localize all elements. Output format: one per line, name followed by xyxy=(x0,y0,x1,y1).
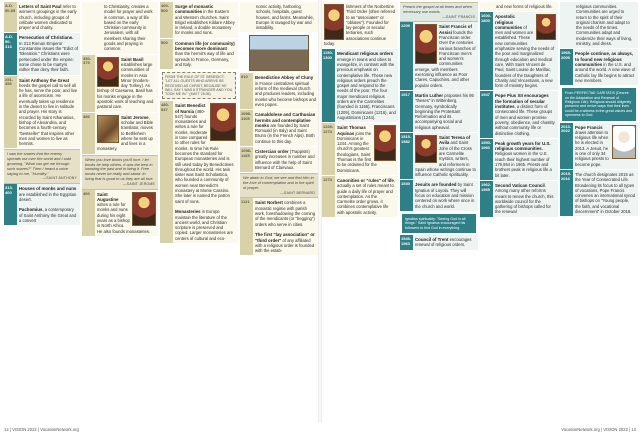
timeline-entry xyxy=(560,49,638,86)
entry-date: 1209 xyxy=(400,22,413,90)
pope-francis-photo xyxy=(612,125,636,159)
timeline-entry xyxy=(240,198,318,256)
timeline-entry xyxy=(240,110,318,147)
timeline-column-4 xyxy=(240,2,318,420)
timeline-column-7 xyxy=(480,2,558,420)
entry-date: 2013-2022 xyxy=(560,123,573,169)
entry-title: Saint Augustine xyxy=(97,191,119,202)
timeline-entry xyxy=(322,123,398,176)
entry-text: writes a rule for monks and nuns during his eight years as a bishop in North Africa. He also founds monasteries. xyxy=(97,202,151,234)
saint-augustine-painting xyxy=(132,192,156,226)
quote-text: Preach the gospel at all times and when necessary use words. xyxy=(403,4,472,14)
entry-date: 1515-1582 xyxy=(400,133,413,179)
entry-text: encourages renewal of religious orders. xyxy=(415,237,472,248)
entry-title: Martin Luther xyxy=(415,92,444,98)
timeline-entry xyxy=(160,39,238,70)
entry-text: and Saint John of the Cross are Carmelite mystics, writers, and reformers in Spain whose writings continue to influence Catholic spirituality. xyxy=(415,140,476,178)
entry-text: of men and women are established. These new communities emphasize serving the needs of the poor and marginalized through education and medical care. With Saint Vincent de Paul, Saint Louise de Marillac, founders of the Daughters of Charity and Vincentians, a new form of ministry begins. xyxy=(495,24,555,89)
entry-date: A.D. 50-313 xyxy=(4,33,17,74)
entry-text: are established in the Egyptian desert. xyxy=(19,191,77,202)
left-page xyxy=(2,0,318,422)
pull-quote xyxy=(4,149,80,184)
timeline-column-6 xyxy=(400,2,478,420)
entry-title: Persecution of Christians. xyxy=(19,35,74,41)
pull-quote xyxy=(240,173,318,198)
entry-text: , a distinct form of consecrated life. These groups of men and women promise poverty, obedience, and chastity without community life or distinctive clothing. xyxy=(495,104,555,136)
entry-text: Religious women in the U.S. reach their highest number of 179,954 in 1965. Priests and brothers peak in religious life a bit later. xyxy=(495,151,552,178)
abbey-photo xyxy=(249,35,309,71)
timeline-column-3 xyxy=(160,2,238,420)
timeline-entry xyxy=(480,139,558,181)
quote-attribution: —SAINT BERNARD xyxy=(280,190,315,195)
saint-francis-painting xyxy=(415,24,437,64)
quote-attribution: —SAINT FRANCIS xyxy=(442,14,475,19)
entry-date: 350-379 xyxy=(82,55,95,112)
entry-date: 1540 xyxy=(400,180,413,210)
entry-title: Jesuits are founded xyxy=(415,182,457,188)
entry-text: in the U.S. and around the world. A new wave of Catholic lay life begins to attract new members. xyxy=(575,61,636,83)
entry-text: combines a monastic regime with parish work, foreshadowing the coming of the mendicants (or "begging") orders who serve in cities. xyxy=(255,200,316,227)
timeline-entry xyxy=(480,91,558,138)
entry-date: 500 xyxy=(160,39,173,69)
entry-text: nomic activity, harboring schools, hospitals, guest houses, and farms. Meanwhile, Europe is ravaged by war and instability. xyxy=(256,4,314,31)
timeline-column-2 xyxy=(82,2,158,420)
entry-text: (Trappists) greatly increases in number and influence with the help of Saint Bernard of Clairvaux. xyxy=(255,149,315,170)
footer-left: 12 | VISION 2022 | VocationNetwork.org xyxy=(4,427,79,432)
entry-date: A.D. 50-65 xyxy=(4,2,17,32)
entry-date: 1274 xyxy=(322,176,335,217)
timeline-entry xyxy=(480,12,558,91)
entry-text: The church designates 2015 as the Year of Consecrated Life. Broadening its focus to all types of vocations, Pope Francis convenes an international synod of bishops on "Young people, the faith, and vocational discernment" in October 2018. xyxy=(575,171,636,215)
entry-title: People continue, as always, to found new religious communities xyxy=(575,51,634,67)
timeline-entry xyxy=(400,133,478,180)
entry-date: 1098-1165 xyxy=(240,147,253,172)
timeline-entry xyxy=(4,2,80,33)
entry-title: Mendicant religious orders xyxy=(337,51,394,57)
entry-title: Apostolic religious communities xyxy=(495,14,523,30)
entry-date: 400 xyxy=(82,190,95,236)
timeline-entry xyxy=(82,113,158,155)
entry-text: to Christianity, creates a model for prayer and work in common, a way of life based on the early Christian community in Jerusalem, with all members sharing their goods and praying in common. xyxy=(104,4,153,52)
entry-text: emerge in towns and cities to evangelize, in contrast with the previous emphasis on contemplative life. These new religious orders preach the gospel and respond to the needs of the poor. The four major mendicant religious orders are the Carmelites (founded in 1155), Franciscans (1209), Dominicans (1216), and Augustinians (1244). xyxy=(337,56,396,120)
entry-text: joins the Dominicans in 1244. Among the church's greatest theologians, Saint Thomas is the first to be ordained for the Dominicans. xyxy=(337,130,377,173)
entry-title: Cistercian order xyxy=(255,149,289,155)
timeline-entry xyxy=(160,2,238,39)
entry-title: Peak growth years for U.S. religious communities. xyxy=(495,140,551,152)
entry-text: (480-547) founds monasteries and writes a rule for monks, moderate in tone compared to other rules for monks. In time his Rule becomes the standard for European monasteries and is still used today by Benedictines throughout the world. His twin sister was Saint Scholastica, who founded a community of women near Benedict's monastery at Monte Cassino. She later is named the patron saint of nuns. xyxy=(175,108,234,204)
saint-basil-icon xyxy=(97,57,119,87)
quote-text: We attain to God, we see and find Him in the love of contemplation and in the spirit of prayer. xyxy=(243,175,314,190)
saint-teresa-painting xyxy=(415,135,437,163)
entry-title: Pope Pius XII encourages the formation of secular institutes xyxy=(495,93,549,110)
saint-norbert-icon xyxy=(324,4,344,40)
entry-date: 1947 xyxy=(480,91,493,137)
entry-title: Common life (or community) becomes more dominant xyxy=(175,40,235,52)
entry-date: 1545-1563 xyxy=(400,235,413,250)
timeline-entry xyxy=(560,170,638,217)
entry-date: 313-400 xyxy=(4,184,17,225)
saint-jerome-painting xyxy=(97,115,119,143)
entry-text: refer to women's groupings in the early church, including groups of celibate women dedicated to prayer and charity. xyxy=(19,4,77,31)
entry-title: Saint Teresa of Avila xyxy=(439,135,471,146)
timeline-entry xyxy=(322,49,398,123)
quote-attribution: —SAINT JEROME xyxy=(123,181,155,186)
entry-text: , scholar and Bible translator, moves to Bethlehem where he sets up and lives in a monastery. xyxy=(97,114,154,152)
entry-title: Houses of monks and nuns xyxy=(19,186,77,192)
entry-text: establishes large communities of monks in Asia Minor (modern-day Turkey). As bishop of Caesarea, Basil has his monks engage in the apostolic work of teaching and pastoral care. xyxy=(97,61,154,110)
entry-date: 1517 xyxy=(400,91,413,132)
perfectae-caritatis-note: From PERFECTAE CARITATIS (Decree on the Adaptation and Renewal of Religious Life): Religious should diligently preserve and revive ways that their lives could be a witness to the great values and openness to God. xyxy=(562,88,636,120)
entry-title: Monasteries xyxy=(175,209,201,215)
footer-right: VocationNetwork.org | VISION 2022 | 13 xyxy=(561,427,636,432)
entry-date: 1950-1960 xyxy=(480,139,493,180)
entry-date: 1150-1300 xyxy=(322,49,335,122)
entry-text: and new forms of religious life. xyxy=(496,4,553,9)
entry-text: by Saint Ignatius of Loyola. They will focus on education and mission centered on work where once in the church and world. xyxy=(415,182,475,209)
entry-title: Surge of monastic communities xyxy=(175,4,214,15)
entry-text: in the Eastern and Western churches. Saint Brigid establishes Kildare Abbey in Ireland, a double monastery for monks and nuns. xyxy=(175,9,235,36)
quote-attribution: —SAINT ANTHONY xyxy=(42,176,77,181)
entry-text: of any affiliated with a religious order is founded with the estab- xyxy=(255,237,315,254)
rule-excerpt-note: FROM THE RULE OF ST. BENEDICT: "LET ALL GUESTS WHO ARRIVE BE RECEIVED AS CHRIST, BECAUSE HE WILL SAY 'I WAS A STRANGER AND YOU TOOK ME IN.'" (MATT 25:35) xyxy=(162,72,236,99)
timeline-entry xyxy=(82,55,158,113)
entry-date: 386 xyxy=(82,113,95,154)
entry-title: Canonities or "rules" of life xyxy=(337,177,394,183)
quote-text: I saw the snares that the enemy spreads out over the world and I said groaning, "What can get me through such snares?" Then I heard a voice saying to me, "Humility." xyxy=(7,151,71,176)
timeline-entry xyxy=(82,190,158,237)
timeline-entry xyxy=(240,2,318,33)
entry-text: , actually a set of rules meant to guide a daily life of prayer and contemplation. As the Carmelite order grows, it combines contemplative life with apostolic activity. xyxy=(337,177,396,215)
timeline-entry xyxy=(480,2,558,12)
entry-date: 480-547 xyxy=(160,101,173,243)
timeline-entry xyxy=(240,147,318,173)
entry-title: Second Vatican Council xyxy=(495,182,545,188)
entry-title: Benedictine Abbey of Cluny xyxy=(255,75,314,81)
pull-quote xyxy=(82,155,158,190)
entry-text: founds the Franciscan order. Over the centuries various branches of Franciscan men's and women's communities emerge, with members exercising influence as Poor Clares, Capuchins, and other popular orders. xyxy=(415,29,476,88)
ignatian-spirituality-note: Ignatian spirituality: "Seeing God in all things." Saint Ignatius encouraged his followers to find God in everything. xyxy=(402,214,476,233)
entry-text: draws attention to religious life when he is elected in 2013. A Jesuit, he is one of only 34 religious priests to become pope. xyxy=(575,129,609,167)
entry-title: Council of Trent xyxy=(415,237,449,243)
timeline-entry xyxy=(322,2,398,49)
pull-quote xyxy=(400,2,478,22)
entry-title: The first "lay association" or "third order" xyxy=(255,232,315,243)
entry-title: Saint Francis of Assisi xyxy=(439,24,472,35)
saint-benedict-painting xyxy=(210,103,236,141)
timeline-column-5 xyxy=(322,2,398,420)
entry-text: In 313 Roman Emperor Constantine issues the "Edict of Toleration." Christians were persecuted under the empire; some chose to be martyrs rather than deny their faith. xyxy=(19,40,78,73)
entry-date: 1600-1800 xyxy=(480,12,493,90)
entry-title: Saint Anthony the Great xyxy=(19,77,70,83)
entry-text: in France centralizes spiritual reform of the medieval church and produces leaders, including monks who become bishops and even popes. xyxy=(255,80,316,107)
timeline-entry xyxy=(400,91,478,133)
right-page xyxy=(322,0,638,422)
entry-date: 251-356 xyxy=(4,76,17,149)
timeline-column-1 xyxy=(4,2,80,420)
entry-title: Letters of Saint Paul xyxy=(19,4,62,9)
entry-title: Pope Francis xyxy=(575,124,603,130)
timeline-entry xyxy=(240,73,318,110)
entry-date: 400-500 xyxy=(160,2,173,38)
entry-date: 1962-1965 xyxy=(480,181,493,217)
timeline-entry xyxy=(400,22,478,91)
timeline-column-8 xyxy=(560,2,638,420)
timeline-entry xyxy=(322,176,398,218)
entry-date: 2015-2016 xyxy=(560,170,573,216)
timeline-entry xyxy=(82,2,158,55)
entry-date: 1098-1105 xyxy=(240,110,253,146)
entry-text: religious communities. Communities are urged to return to the spirit of their original charism and adapt to the needs of the times. Communities adapt and modernize their ways of living, ministry, and dress. xyxy=(576,4,633,47)
timeline-entry xyxy=(4,76,80,150)
entry-text: than the hermit's way of life and spreads to France, Germany, and Italy. xyxy=(175,51,234,67)
timeline-entry xyxy=(560,2,638,49)
timeline-entry xyxy=(4,184,80,226)
entry-title: Saint Benedict of Nursia xyxy=(175,103,206,114)
saint-thomas-aquinas-painting xyxy=(374,125,396,161)
timeline-entry xyxy=(560,123,638,170)
entry-date: 910 xyxy=(240,73,253,109)
timeline-entry xyxy=(400,235,478,251)
timeline-entry xyxy=(4,33,80,75)
timeline-entry xyxy=(160,101,238,244)
entry-title: Saint Basil xyxy=(121,56,144,62)
entry-title: Saint Jerome xyxy=(121,114,149,120)
entry-title: Saint Norbert xyxy=(255,200,283,206)
entry-text: proposes his 95 "theses" in Wittenberg, Germany, symbolically beginning the Protestant Reformation and its accompanying social and religious upheaval. xyxy=(415,92,474,130)
entry-title: Camaldolese and Carthusian hermits and contemplative monks xyxy=(255,112,316,128)
entry-date: 1225-1274 xyxy=(322,123,335,175)
entry-text: lishment of the Norbertine Third Order (often referred to as "associates" or "oblates"). Founded for lay-people or secular tertiaries, such associations continue today. xyxy=(324,4,396,47)
entry-text: . Among many other reforms meant to renew the church, this worldwide council for the gathering of bishops called for the renewal xyxy=(495,182,554,215)
saint-vincent-painting xyxy=(536,14,556,40)
entry-date: 1121 xyxy=(240,198,253,255)
quote-text: When you love books you'll love. I let books be help others. It was the best in knowing the past and in living it. Free books never be really and stand. In living that is good to us they are all true. xyxy=(85,156,154,181)
entry-title: Saint Thomas Aquinas xyxy=(337,125,366,136)
timeline-entry xyxy=(400,180,478,211)
entry-title: Pachomius xyxy=(19,207,43,213)
entry-text: , a contemporary of Saint Anthony the Great and a convert xyxy=(19,207,77,223)
entry-text: heeds the gospel call to sell all he has, serve the poor, and live a life of asceticism. He eventually takes up residence in the desert to live in solitude and prayer. His story is recorded by Saint Athanasius, bishop of Alexandria, and becomes a fourth-century "bestseller" that inspires other men and women to live as hermits. xyxy=(19,82,78,147)
entry-text: in Europe maintain the literature of the ancient world, and Christian scripture is preserved and copied. Larger monasteries are centers of cultural and eco- xyxy=(175,209,233,241)
entry-text: are founded by Saint Romuald (in Italy) and Saint Bruno (in the French Alps). Both continue to this day. xyxy=(255,122,315,144)
timeline-entry xyxy=(480,181,558,218)
entry-date: 1965-2009 xyxy=(560,49,573,85)
